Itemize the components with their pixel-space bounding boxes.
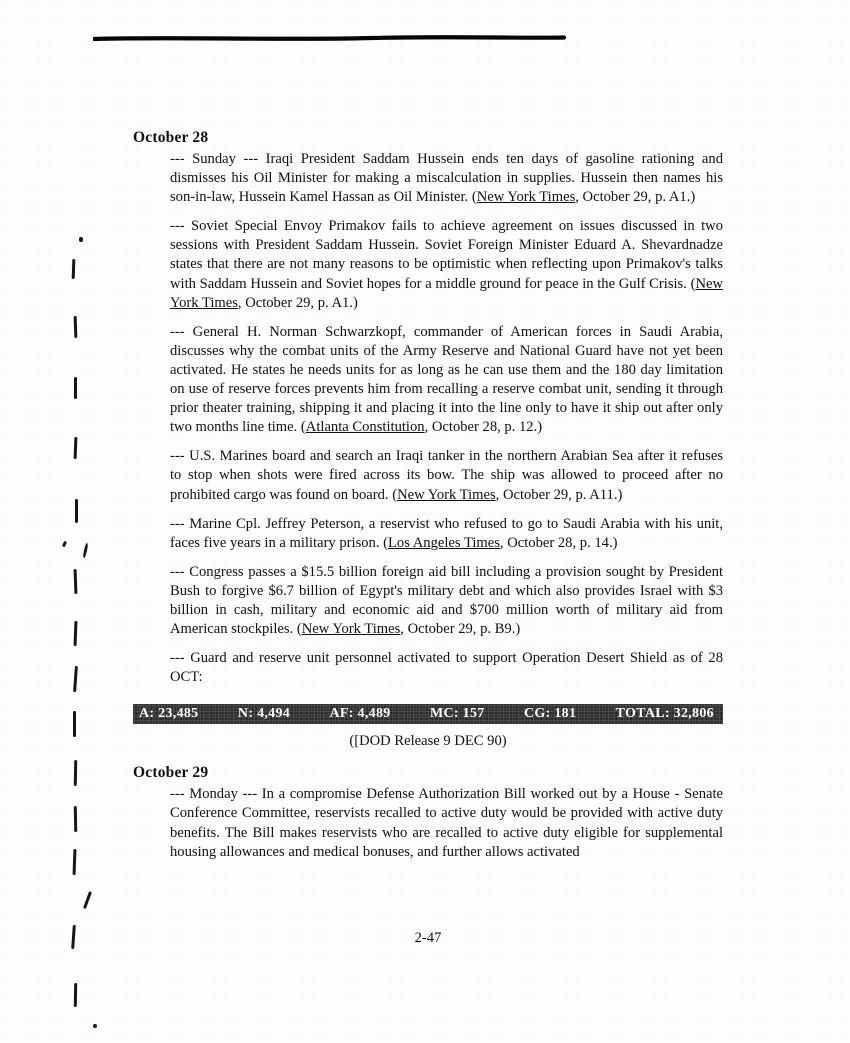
- paragraph: [170, 515, 723, 553]
- scan-artifact-mark: [71, 925, 75, 949]
- paragraph-text: --- Sunday --- Iraqi President Saddam Hussein ends ten days of gasoline rationing and dismisses his Oil Minister for making a miscalculation in supplies. Hussein then names his son-in-law, Hussein Kamel Hassan as Oil Minister. (: [170, 151, 723, 206]
- scan-artifact-mark: [74, 569, 77, 594]
- stat-item: CG: 181: [523, 706, 577, 722]
- scan-artifact-mark: [74, 377, 77, 399]
- dod-release-line: ([DOD Release 9 DEC 90): [349, 733, 507, 750]
- scan-artifact-mark: [93, 1024, 97, 1028]
- paragraph-text: , October 29, p. B9.): [400, 621, 521, 638]
- scan-artifact-mark: [74, 316, 77, 338]
- scan-artifact-mark: [62, 541, 67, 548]
- document-body: [133, 129, 723, 862]
- scan-artifact-mark: [73, 849, 76, 875]
- scan-artifact-mark: [73, 711, 76, 737]
- scan-artifact-mark: [83, 891, 92, 909]
- paragraph-text: --- Congress passes a $15.5 billion foreign aid bill including a provision sought by President Bush to forgive $6.7 billion of Egypt's military debt and which also provides Israel with $3 billion in cash, military and economic aid and $700 million worth of military aid from American stockpiles. (: [170, 563, 723, 638]
- paragraph-text: --- Soviet Special Envoy Primakov fails to achieve agreement on issues discussed in two sessions with President Saddam Hussein. Soviet Foreign Minister Eduard A. Shevardnadze states that there are not many reasons to be optimistic when reflecting upon Primakov's talks with Saddam Hussein and Soviet hopes for a middle ground for peace in the Gulf Crisis. (: [170, 218, 723, 292]
- scan-artifact-mark: [79, 237, 83, 242]
- paragraph: [170, 217, 723, 312]
- scan-artifact-mark: [74, 760, 77, 786]
- paragraph-text: , October 28, p. 14.): [499, 534, 618, 551]
- paragraph: [170, 785, 723, 861]
- scan-artifact-mark: [74, 806, 77, 832]
- top-scan-line: [93, 33, 567, 45]
- scan-artifact-mark: [75, 499, 78, 523]
- scan-artifact-mark: [74, 621, 77, 646]
- section-heading: October 28: [133, 129, 209, 146]
- citation-source: New York Times: [397, 486, 496, 503]
- citation-source: Los Angeles Times: [388, 534, 500, 551]
- citation-source: New York Times: [301, 621, 401, 638]
- section-heading: October 29: [133, 764, 209, 782]
- paragraph: [170, 447, 723, 504]
- paragraph: [170, 649, 723, 687]
- paragraph: [170, 150, 723, 207]
- stat-item: A: 23,485: [139, 706, 199, 722]
- paragraph-text: , October 28, p. 12.): [424, 419, 543, 436]
- scan-artifact-mark: [72, 259, 75, 279]
- paragraph-text: --- Monday --- In a compromise Defense Authorization Bill worked out by a House - Senate Conference Committee, reservists recalled to active duty would be provided with active duty benefits. The Bill makes reservists who are recalled to active duty eligible for supplemental housing allowances and medical bonuses, and further allows activated: [170, 786, 723, 860]
- citation-source: New York Times: [476, 189, 576, 206]
- stat-item: N: 4,494: [237, 706, 291, 722]
- scan-artifact-mark: [74, 437, 77, 459]
- paragraph: [170, 563, 723, 639]
- stat-item: MC: 157: [429, 706, 485, 722]
- scan-artifact-mark: [74, 983, 77, 1007]
- paragraph-text: --- Marine Cpl. Jeffrey Peterson, a reservist who refused to go to Saudi Arabia with his unit, faces five years in a military prison. (: [170, 515, 723, 551]
- paragraph-text: , October 29, p. A1.): [575, 189, 696, 206]
- citation-source: New York Times: [170, 275, 723, 311]
- paragraph-text: --- Guard and reserve unit personnel activated to support Operation Desert Shield as of 28 OCT:: [170, 650, 723, 686]
- scan-artifact-mark: [82, 543, 88, 558]
- paragraph-text: --- U.S. Marines board and search an Iraqi tanker in the northern Arabian Sea after it refuses to stop when shots were fired across its bow. The ship was allowed to proceed after no prohibited cargo was found on board. (: [170, 448, 723, 503]
- scan-artifact-mark: [73, 666, 77, 692]
- paragraph-text: --- General H. Norman Schwarzkopf, commander of American forces in Saudi Arabia, discusses why the combat units of the Army Reserve and National Guard have not yet been activated. He states he needs units for as long as he can use them and the 180 day limitation on use of reserve forces prevents him from recalling a reserve combat unit, sending it through prior theater training, shipping it and placing it into the line only to have it ship out after only two months line time. (: [170, 323, 723, 436]
- stat-item: TOTAL: 32,806: [615, 706, 714, 722]
- paragraph-text: , October 29, p. A11.): [495, 486, 623, 503]
- citation-source: Atlanta Constitution: [305, 419, 425, 436]
- activation-stats-bar: [133, 704, 723, 724]
- stat-item: AF: 4,489: [329, 706, 391, 722]
- paragraph: [170, 323, 723, 438]
- paragraph-text: , October 29, p. A1.): [237, 294, 358, 311]
- page-number: 2-47: [414, 930, 442, 946]
